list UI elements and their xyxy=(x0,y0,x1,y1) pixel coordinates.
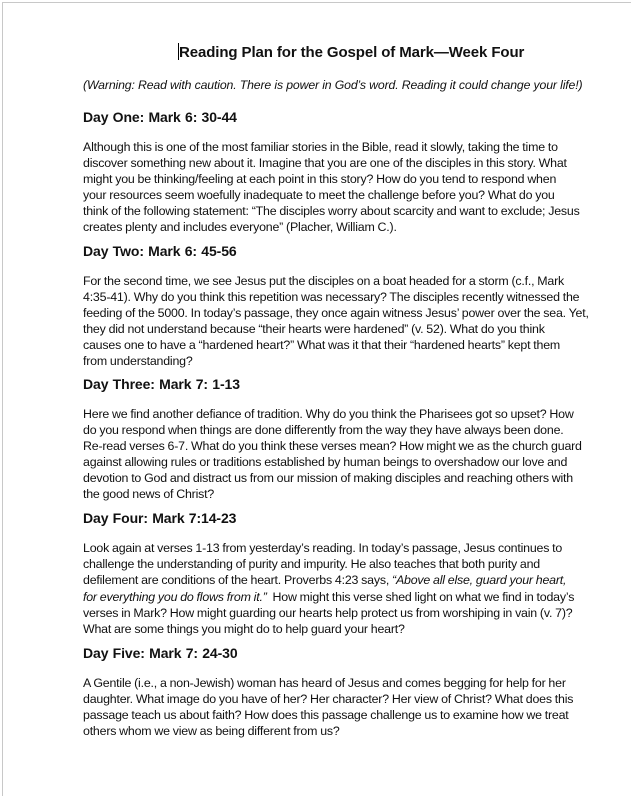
body-line: 4:35-41). Why do you think this repetition was necessary? The disciples recently witnessed the xyxy=(83,290,580,304)
body-line: challenge the understanding of purity and impurity. He also teaches that both purity and xyxy=(83,557,540,571)
day-one-body xyxy=(83,139,613,235)
body-line: discover something new about it. Imagine that you are one of the disciples in this story. What xyxy=(83,156,567,170)
proverbs-quote-part-1: “Above all else, guard your heart, xyxy=(392,573,567,587)
body-line: Although this is one of the most familiar stories in the Bible, read it slowly, taking the time to xyxy=(83,140,558,154)
day-two-body xyxy=(83,273,613,369)
body-line: passage teach us about faith? How does this passage challenge us to examine how we treat xyxy=(83,708,569,722)
proverbs-quote-part-2: for everything you do flows from it.” xyxy=(83,590,267,604)
body-line: daughter. What image do you have of her? Her character? Her view of Christ? What does this xyxy=(83,692,574,706)
warning-note: (Warning: Read with caution. There is power in God’s word. Reading it could change your life!) xyxy=(83,78,583,92)
day-five-heading: Day Five: Mark 7: 24-30 xyxy=(83,645,238,661)
body-line: Re-read verses 6-7. What do you think these verses mean? How might we as the church guard xyxy=(83,439,582,453)
body-line xyxy=(83,589,613,605)
day-three-heading: Day Three: Mark 7: 1-13 xyxy=(83,376,240,392)
day-three-body xyxy=(83,406,613,502)
body-line-text: defilement are conditions of the heart. Proverbs 4:23 says, xyxy=(83,573,393,587)
day-four-heading: Day Four: Mark 7:14-23 xyxy=(83,510,237,526)
body-line: against allowing rules or traditions established by human beings to overshadow our love and xyxy=(83,455,568,469)
document-title-text: Reading Plan for the Gospel of Mark—Week Four xyxy=(179,44,525,61)
body-line: they did not understand because “their hearts were hardened” (v. 52). What do you think xyxy=(83,322,545,336)
body-line: causes one to have a “hardened heart?” What was it that their “hardened hearts” kept them xyxy=(83,338,561,352)
body-line: think of the following statement: “The disciples worry about scarcity and want to exclude; Jesus xyxy=(83,204,580,218)
body-line: the good news of Christ? xyxy=(83,487,215,501)
body-line: your resources seem woefully inadequate to meet the challenge before you? What do you xyxy=(83,188,555,202)
day-one-heading: Day One: Mark 6: 30-44 xyxy=(83,109,237,125)
body-line xyxy=(83,572,613,589)
body-line: verses in Mark? How might guarding our hearts help protect us from worshiping in vain (v. 7)? xyxy=(83,606,573,620)
body-line: Here we find another defiance of tradition. Why do you think the Pharisees got so upset? How xyxy=(83,407,574,421)
body-line: others whom we view as being different from us? xyxy=(83,724,340,738)
body-line: Look again at verses 1-13 from yesterday’s reading. In today’s passage, Jesus continues to xyxy=(83,541,563,555)
body-line: creates plenty and includes everyone” (Placher, William C.). xyxy=(83,220,397,234)
day-four-body xyxy=(83,540,613,637)
body-line: from understanding? xyxy=(83,354,193,368)
body-line: might you be thinking/feeling at each point in this story? How do you tend to respond when xyxy=(83,172,557,186)
body-line: devotion to God and distract us from our mission of making disciples and reaching others with xyxy=(83,471,573,485)
body-line: do you respond when things are done differently from the way they have always been done. xyxy=(83,423,564,437)
body-line: A Gentile (i.e., a non-Jewish) woman has heard of Jesus and comes begging for help for her xyxy=(83,676,566,690)
body-line: For the second time, we see Jesus put the disciples on a boat headed for a storm (c.f., Mark xyxy=(83,274,565,288)
day-five-body xyxy=(83,675,613,739)
day-two-heading: Day Two: Mark 6: 45-56 xyxy=(83,243,237,259)
body-line-text: How might this verse shed light on what we find in today’s xyxy=(266,590,575,604)
body-line: feeding of the 5000. In today’s passage, they once again witness Jesus’ power over the sea. Yet, xyxy=(83,306,589,320)
document-page[interactable] xyxy=(2,2,631,796)
body-line: What are some things you might do to help guard your heart? xyxy=(83,622,405,636)
document-title xyxy=(178,43,524,61)
